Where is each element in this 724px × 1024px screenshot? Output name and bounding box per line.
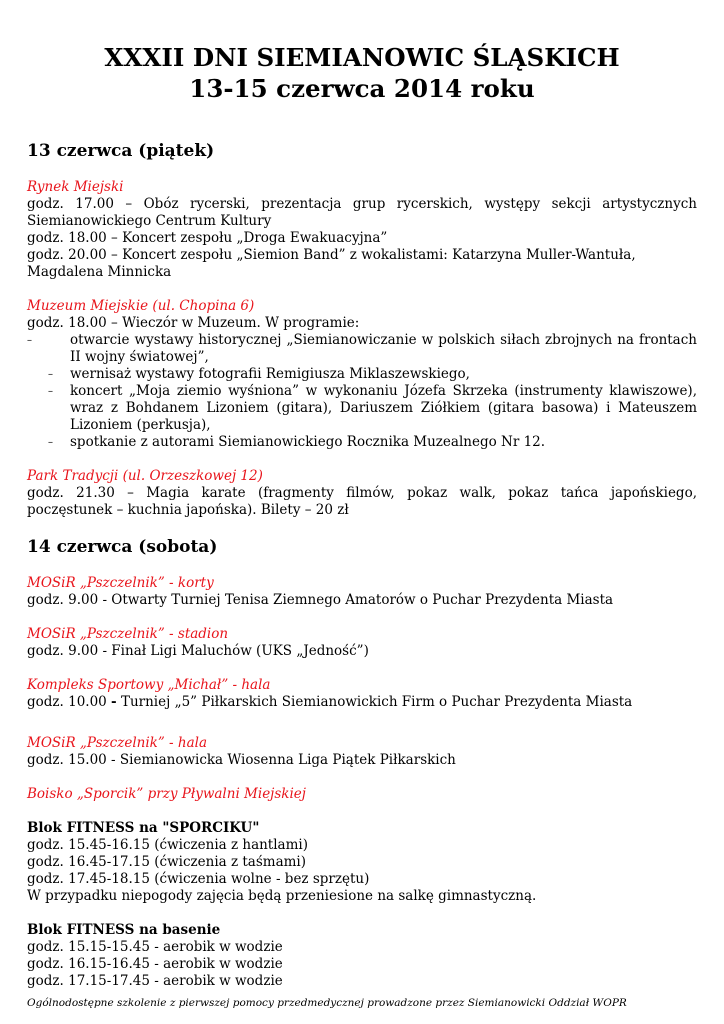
section-boisko [27,786,697,803]
venue-rynek: Rynek Miejski [27,179,124,195]
dash-bullet: – [48,386,53,397]
dash-bullet: – [48,369,53,380]
event-line: godz. 15.45-16.15 (ćwiczenia z hantlami) [27,837,308,853]
section-hala [27,735,697,769]
event-line: godz. 9.00 - Finał Ligi Maluchów (UKS „Jedność”) [27,643,369,659]
venue-stadion: MOSiR „Pszczelnik” - stadion [27,626,229,642]
section-fitness-basen [27,922,697,990]
document-page [27,42,697,1010]
list-item: – otwarcie wystawy historycznej „Siemianowiczanie w polskich siłach zbrojnych na frontach II wojny światowej”, [27,332,697,365]
day1-heading: 13 czerwca (piątek) [27,141,215,161]
fitness-heading: Blok FITNESS na basenie [27,922,221,938]
event-line: godz. 9.00 - Otwarty Turniej Tenisa Ziemnego Amatorów o Puchar Prezydenta Miasta [27,592,614,608]
title-line-1: XXXII DNI SIEMIANOWIC ŚLĄSKICH [104,43,620,72]
event-line: W przypadku niepogody zajęcia będą przeniesione na salkę gimnastyczną. [27,888,537,904]
event-line: godz. 15.00 - Siemianowicka Wiosenna Liga Piątek Piłkarskich [27,752,456,768]
venue-hala: MOSiR „Pszczelnik” - hala [27,735,207,751]
event-line: godz. 18.00 – Wieczór w Muzeum. W programie: [27,315,360,331]
venue-korty: MOSiR „Pszczelnik” - korty [27,575,214,591]
event-line: godz. 18.00 – Koncert zespołu „Droga Ewakuacyjna” [27,230,388,246]
dash-bullet: – [27,335,32,346]
footnote: Ogólnodostępne szkolenie z pierwszej pomocy przedmedycznej prowadzone przez Siemianowicki Oddział WOPR [27,997,627,1009]
section-rynek [27,179,697,281]
section-michal [27,677,697,711]
section-muzeum [27,298,697,451]
title-line-2: 13-15 czerwca 2014 roku [189,74,535,103]
section-korty [27,575,697,609]
event-line: godz. 17.15-17.45 - aerobik w wodzie [27,973,283,989]
dash-bullet: – [48,437,53,448]
fitness-heading: Blok FITNESS na "SPORCIKU" [27,820,260,836]
event-line: godz. 16.15-16.45 - aerobik w wodzie [27,956,283,972]
event-line: godz. 20.00 – Koncert zespołu „Siemion Band” z wokalistami: Katarzyna Muller-Wantuła, Magdalena Minnicka [27,247,636,280]
document-title [27,42,697,104]
list-item: – wernisaż wystawy fotografii Remigiusza Miklaszewskiego, [48,366,470,382]
list-item: – spotkanie z autorami Siemianowickiego Rocznika Muzealnego Nr 12. [48,434,546,450]
event-line: godz. 17.00 – Obóz rycerski, prezentacja grup rycerskich, występy sekcji artystycznych Siemianowickiego Centrum Kultury [27,196,697,229]
event-line: godz. 10.00 - Turniej „5” Piłkarskich Siemianowickich Firm o Puchar Prezydenta Miasta [27,694,633,710]
section-fitness-sporcik [27,820,697,905]
event-line: godz. 16.45-17.15 (ćwiczenia z taśmami) [27,854,307,870]
event-line: godz. 21.30 – Magia karate (fragmenty filmów, pokaz walk, pokaz tańca japońskiego, poczęstunek – kuchnia japońska). Bilety – 20 zł [27,485,697,518]
program-list [27,332,697,451]
venue-park: Park Tradycji (ul. Orzeszkowej 12) [27,468,263,484]
venue-boisko: Boisko „Sporcik” przy Pływalni Miejskiej [27,786,306,802]
venue-muzeum: Muzeum Miejskie (ul. Chopina 6) [27,298,255,314]
section-park [27,468,697,519]
section-stadion [27,626,697,660]
day2-heading: 14 czerwca (sobota) [27,537,218,557]
event-line: godz. 15.15-15.45 - aerobik w wodzie [27,939,283,955]
venue-michal: Kompleks Sportowy „Michał” - hala [27,677,271,693]
event-line: godz. 17.45-18.15 (ćwiczenia wolne - bez sprzętu) [27,871,370,887]
list-item: – koncert „Moja ziemio wyśniona” w wykonaniu Józefa Skrzeka (instrumenty klawiszowe), wraz z Bohdanem Lizoniem (gitara), Dariuszem Ziółkiem (gitara basowa) i Mateuszem Lizoniem (perkusja), [48,383,697,433]
